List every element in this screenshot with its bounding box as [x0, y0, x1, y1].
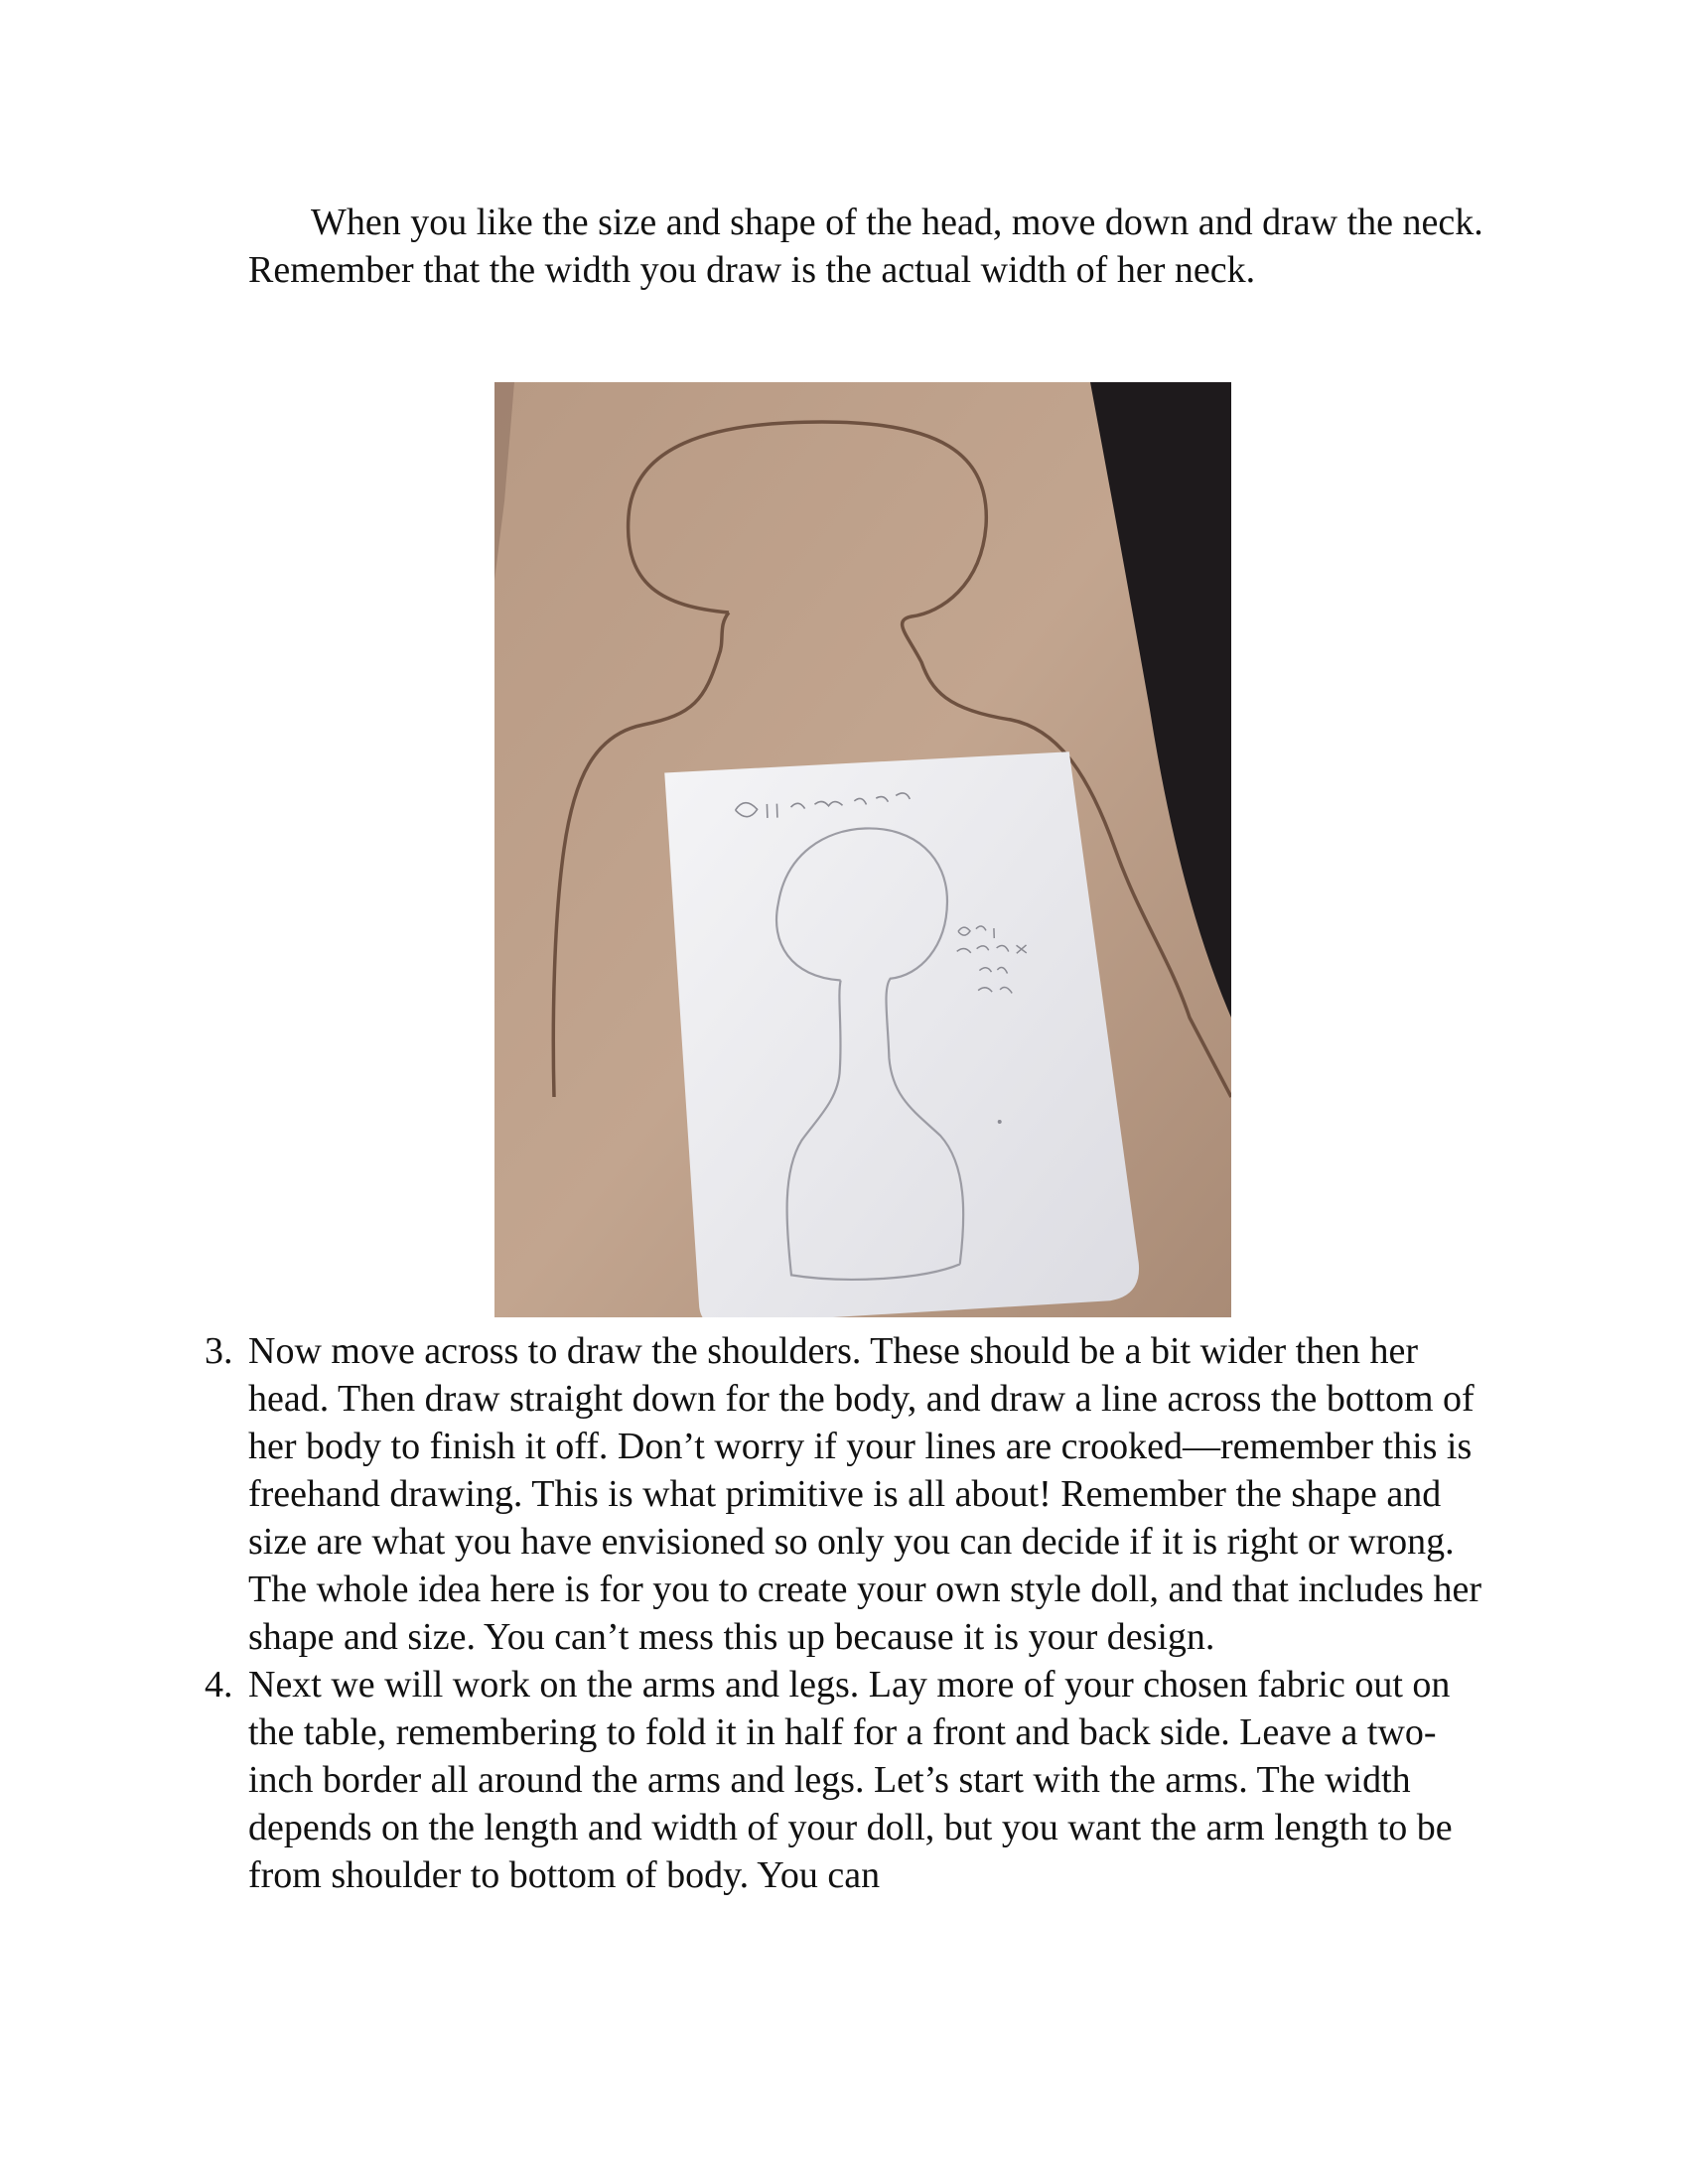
steps-list [205, 1327, 1499, 1899]
doll-pattern-photo [494, 382, 1231, 1317]
paper-sheet [664, 750, 1141, 1317]
step-text: Next we will work on the arms and legs. Lay more of your chosen fabric out on the table, remembering to fold it in half for a front and back side. Leave a two-inch border all around the arms and legs. Let’s start with the arms. The width depends on the length and width of your doll, but you want the arm length to be from shoulder to bottom of body. You can [248, 1664, 1453, 1896]
step-number: 4. [205, 1664, 233, 1706]
intro-paragraph: When you like the size and shape of the head, move down and draw the neck. Remember that the width you draw is the actual width of her neck. [248, 202, 1483, 291]
step-item [205, 1327, 1499, 1661]
step-item [205, 1661, 1499, 1899]
step-text: Now move across to draw the shoulders. These should be a bit wider then her head. Then draw straight down for the body, and draw a line across the bottom of her body to finish it off. Don’t worry if your lines are crooked—remember this is freehand drawing. This is what primitive is all about! Remember the shape and size are what you have envisioned so only you can decide if it is right or wrong. The whole idea here is for you to create your own style doll, and that includes her shape and size. You can’t mess this up because it is your design. [248, 1330, 1481, 1658]
step-number: 3. [205, 1330, 233, 1372]
